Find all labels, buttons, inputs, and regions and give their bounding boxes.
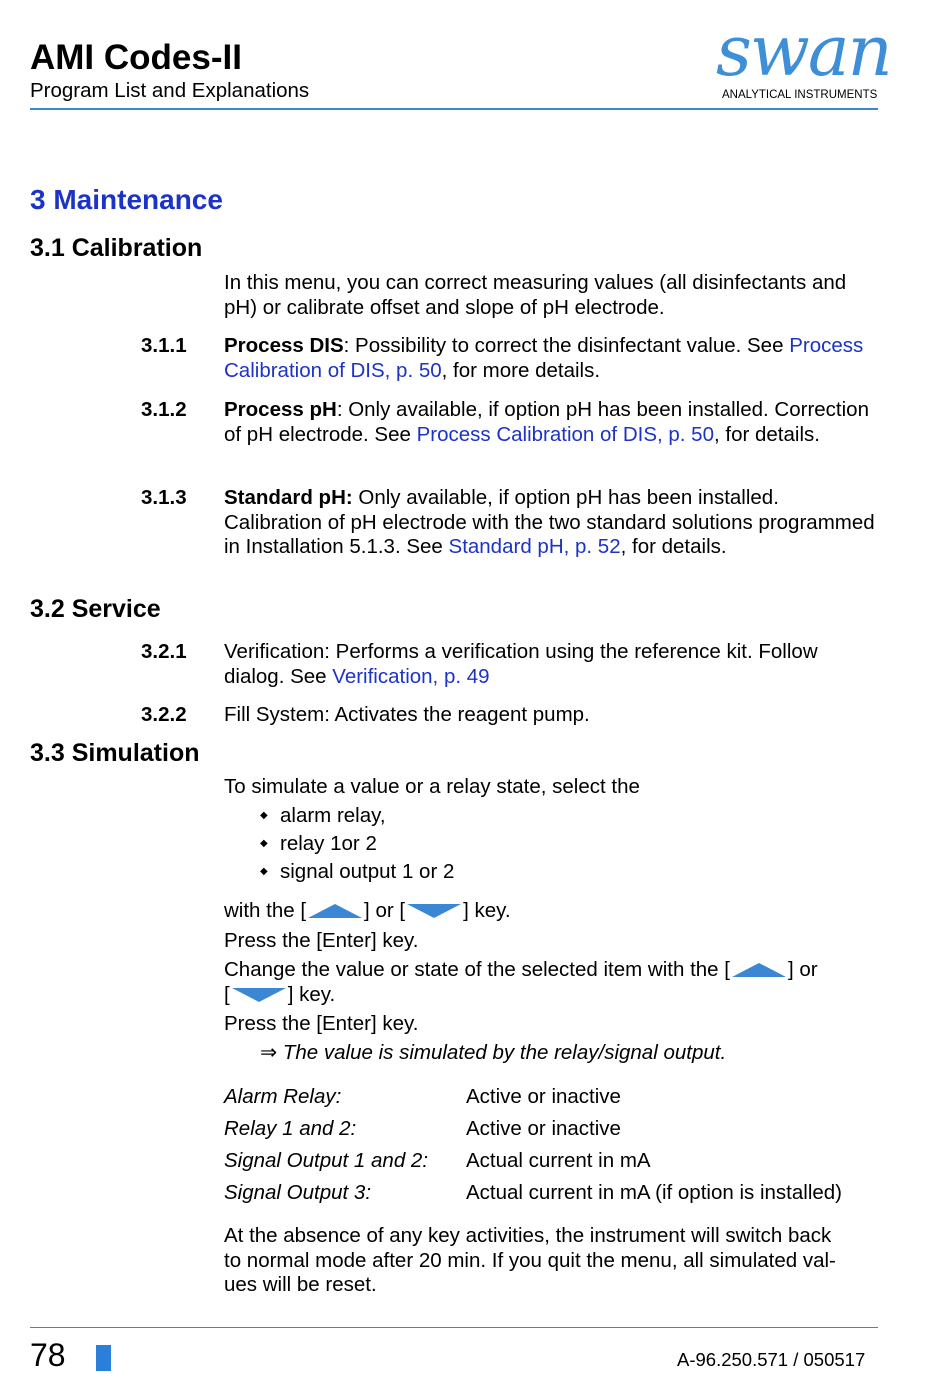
change-instruction [224,958,879,1007]
down-arrow-key-icon [230,987,288,1003]
text-fragment: ] key. [463,899,511,922]
item-number-3-1-2: 3.1.2 [141,398,187,421]
up-arrow-key-icon [306,903,364,919]
item-verification [224,640,879,689]
link-verification[interactable]: Verification, p. 49 [332,664,490,688]
table-value: Actual current in mA (if option is installed) [466,1181,842,1204]
item-text-after: , for details. [713,422,820,446]
note-line: to normal mode after 20 min. If you quit the menu, all simulated val- [224,1248,836,1272]
table-label: Relay 1 and 2: [224,1117,357,1140]
term-process-ph: Process pH [224,398,337,421]
footer-rule [30,1327,878,1328]
item-process-dis [224,334,879,383]
link-process-calibration[interactable]: Process Calibration of DIS, p. 50 [224,334,864,382]
item-number-3-2-2: 3.2.2 [141,703,187,726]
page-marker [96,1345,111,1371]
item-text: : Only available, if option pH has been installed. Correction of pH electrode. See [224,398,869,446]
item-text-after: , for details. [620,535,727,558]
table-value: Active or inactive [466,1117,621,1140]
chapter-heading: 3 Maintenance [30,184,223,215]
link-process-calibration-ph[interactable]: Process Calibration of DIS, p. 50 [416,422,714,446]
table-value: Active or inactive [466,1085,621,1108]
table-value: Actual current in mA [466,1149,651,1172]
section-heading-service: 3.2 Service [30,595,161,623]
term-standard-ph: Standard pH: [224,486,353,509]
list-item: ◆ relay 1or 2 [260,830,454,858]
item-number-3-2-1: 3.2.1 [141,640,187,663]
item-text: : Possibility to correct the disinfectant value. See [343,334,790,357]
text-fragment: [ [224,982,230,1006]
table-label: Signal Output 1 and 2: [224,1149,429,1172]
simulation-options-list [260,802,454,886]
item-text: Verification: Performs a verification using the reference kit. Follow dialog. See [224,640,818,688]
swan-logo [716,10,891,104]
item-standard-ph [224,486,879,560]
key-instruction [224,899,879,924]
table-label: Alarm Relay: [224,1085,342,1108]
link-standard-ph[interactable]: Standard pH, p. 52 [448,535,621,558]
text-fragment: ] key. [287,982,336,1006]
up-arrow-key-icon [730,962,788,978]
text-fragment: ] or [787,958,818,981]
list-item: ◆ signal output 1 or 2 [260,858,454,886]
enter-instruction-2: Press the [Enter] key. [224,1012,419,1035]
page-number: 78 [30,1337,66,1373]
result-note: ⇒ The value is simulated by the relay/signal output. [260,1041,727,1064]
item-text: Only available, if option pH has been installed. Calibration of pH electrode with the two standard solutions programmed in Installation 5.1.3. See [224,486,875,558]
timeout-note [224,1224,884,1298]
list-item: ◆ alarm relay, [260,802,454,830]
section-heading-calibration: 3.1 Calibration [30,234,203,262]
text-fragment: ] or [ [364,899,406,922]
enter-instruction-1: Press the [Enter] key. [224,929,419,952]
item-fill-system: Fill System: Activates the reagent pump. [224,703,590,726]
note-line: At the absence of any key activities, the instrument will switch back [224,1224,832,1247]
simulation-intro: To simulate a value or a relay state, select the [224,775,640,798]
calibration-intro: In this menu, you can correct measuring values (all disinfectants and pH) or calibrate offset and slope of pH electrode. [224,271,847,319]
logo-tagline: ANALYTICAL INSTRUMENTS [722,89,878,101]
section-heading-simulation: 3.3 Simulation [30,739,200,767]
item-number-3-1-3: 3.1.3 [141,486,187,509]
down-arrow-key-icon [405,903,463,919]
term-process-dis: Process DIS [224,334,344,357]
table-label: Signal Output 3: [224,1181,372,1204]
item-process-ph [224,398,879,447]
document-subtitle: Program List and Explanations [30,79,310,102]
note-line: ues will be reset. [224,1273,377,1296]
item-number-3-1-1: 3.1.1 [141,334,187,357]
document-id: A-96.250.571 / 050517 [677,1349,866,1370]
logo-wordmark: swan [716,10,891,92]
item-text-after: , for more details. [441,358,601,382]
text-fragment: Change the value or state of the selected item with the [ [224,958,730,981]
document-title: AMI Codes-II [30,38,242,77]
header-rule [30,108,878,110]
text-fragment: with the [ [224,899,307,922]
